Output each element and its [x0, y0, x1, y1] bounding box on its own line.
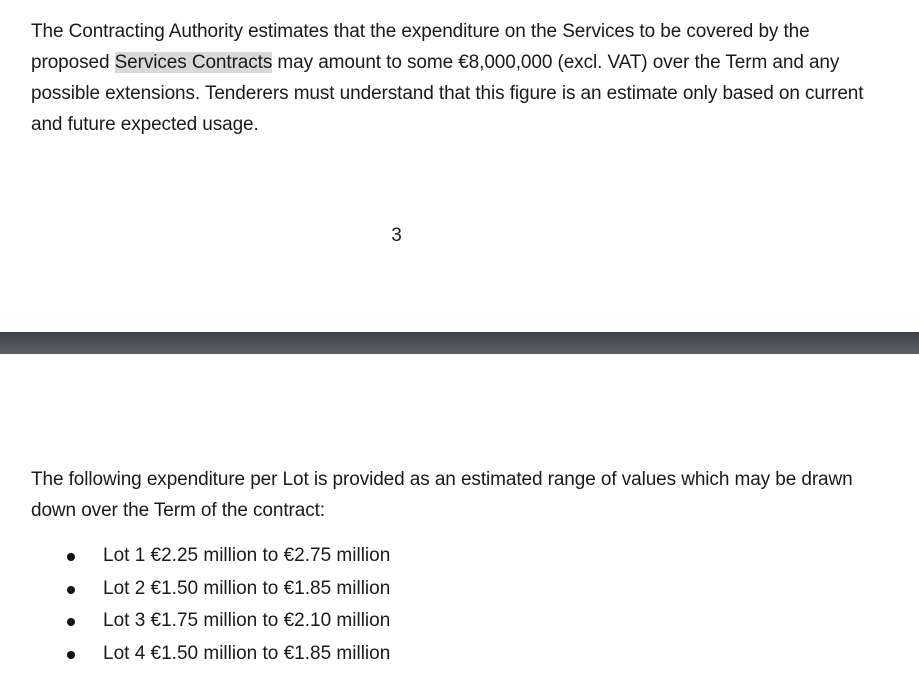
- lot-2-text: Lot 2 €1.50 million to €1.85 million: [103, 577, 391, 599]
- paragraph-text-end: may amount to some €8,000,000 (excl. VAT) over the Term and any possible extensions. Tenderers must understand that this figure is an estimate only based on current and future expected usage.: [31, 52, 864, 135]
- bullet-icon: [67, 618, 75, 626]
- lot-1-text: Lot 1 €2.25 million to €2.75 million: [103, 545, 391, 566]
- bullet-icon: [67, 553, 75, 561]
- page-separator: [0, 332, 919, 354]
- bullet-icon: [67, 586, 75, 594]
- expenditure-estimate-paragraph: [31, 16, 881, 140]
- bullet-icon: [67, 651, 75, 659]
- document-page-top: [0, 0, 919, 332]
- document-page-bottom: [0, 354, 919, 676]
- lot-expenditure-intro-paragraph: The following expenditure per Lot is provided as an estimated range of values which may be drawn down over the Term of the contract:: [31, 469, 853, 521]
- highlighted-term: Services Contracts: [114, 52, 273, 73]
- paragraph-text-start: The Contracting Authority estimates that the expenditure on the Services to be covered by the proposed: [31, 21, 810, 73]
- lot-4-text: Lot 4 €1.50 million to €1.85 million: [103, 642, 391, 664]
- lot-3-text: Lot 3 €1.75 million to €2.10 million: [103, 610, 391, 631]
- page-number: 3: [391, 225, 402, 246]
